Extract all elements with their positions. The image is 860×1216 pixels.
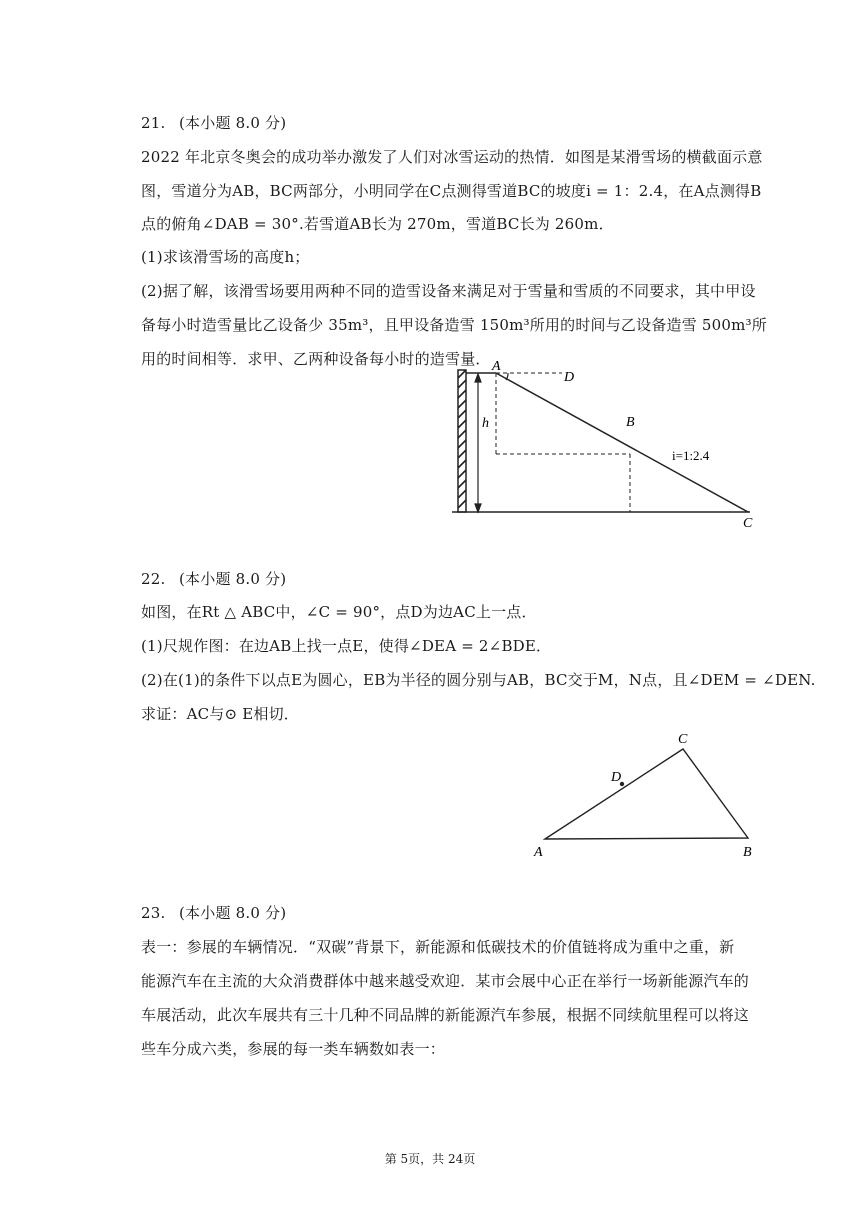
- q21-line-3: 点的俯角∠DAB = 30°.若雪道AB长为 270m，雪道BC长为 260m．: [141, 215, 614, 233]
- q21-line-4: (1)求该滑雪场的高度h；: [141, 248, 310, 266]
- wall-hatch: [458, 370, 466, 512]
- label-C: C: [743, 516, 753, 531]
- q21-ski-slope-figure: [440, 359, 770, 531]
- q22-heading: [141, 568, 286, 589]
- label-slope: i=1:2.4: [672, 448, 710, 463]
- q23-line-3: 车展活动，此次车展共有三十几种不同品牌的新能源汽车参展，根据不同续航里程可以将这: [141, 1006, 750, 1024]
- label-B: B: [626, 415, 635, 430]
- q21-line-6: 备每小时造雪量比乙设备少 35m³，且甲设备造雪 150m³所用的时间与乙设备造雪 500m³所: [141, 316, 767, 334]
- q23-line-4: 些车分成六类，参展的每一类车辆数如表一：: [141, 1040, 446, 1058]
- q22-number: 22.: [141, 570, 166, 588]
- q21-line-7: 用的时间相等．求甲、乙两种设备每小时的造雪量．: [141, 350, 491, 368]
- label-B: B: [743, 845, 752, 860]
- q22-line-4: 求证：AC与⊙ E相切．: [141, 705, 299, 723]
- q22-line-3: (2)在(1)的条件下以点E为圆心，EB为半径的圆分别与AB，BC交于M，N点，且∠DEM = ∠DEN.: [141, 671, 816, 689]
- q21-heading: [141, 112, 286, 133]
- label-C: C: [678, 732, 688, 747]
- label-D: D: [564, 370, 575, 385]
- label-A: A: [534, 845, 543, 860]
- page-footer: 第 5页，共 24页: [384, 1152, 476, 1166]
- q21-line-1: 2022 年北京冬奥会的成功举办激发了人们对冰雪运动的热情．如图是某滑雪场的横截面示意: [141, 148, 763, 166]
- q22-header: (本小题 8.0 分): [179, 570, 287, 588]
- q23-heading: [141, 902, 286, 923]
- q23-number: 23.: [141, 904, 166, 922]
- q21-header: (本小题 8.0 分): [179, 114, 287, 132]
- q22-line-2: (1)尺规作图：在边AB上找一点E，使得∠DEA = 2∠BDE．: [141, 637, 552, 655]
- q23-header: (本小题 8.0 分): [179, 904, 287, 922]
- q23-line-1: 表一：参展的车辆情况．“双碳”背景下，新能源和低碳技术的价值链将成为重中之重，新: [141, 938, 735, 956]
- label-h: h: [482, 416, 489, 431]
- q21-number: 21.: [141, 114, 166, 132]
- q22-line-1: 如图，在Rt △ ABC中，∠C = 90°，点D为边AC上一点．: [141, 603, 537, 621]
- height-arrow: [475, 374, 481, 512]
- label-D: D: [611, 770, 622, 785]
- q21-line-5: (2)据了解，该滑雪场要用两种不同的造雪设备来满足对于雪量和雪质的不同要求，其中甲设: [141, 282, 756, 300]
- q23-line-2: 能源汽车在主流的大众消费群体中越来越受欢迎．某市会展中心正在举行一场新能源汽车的: [141, 972, 750, 990]
- q22-triangle-figure: [525, 728, 765, 863]
- q21-line-2: 图，雪道分为AB，BC两部分，小明同学在C点测得雪道BC的坡度i = 1：2.4，在A点测得B: [141, 182, 762, 200]
- label-A: A: [492, 359, 501, 374]
